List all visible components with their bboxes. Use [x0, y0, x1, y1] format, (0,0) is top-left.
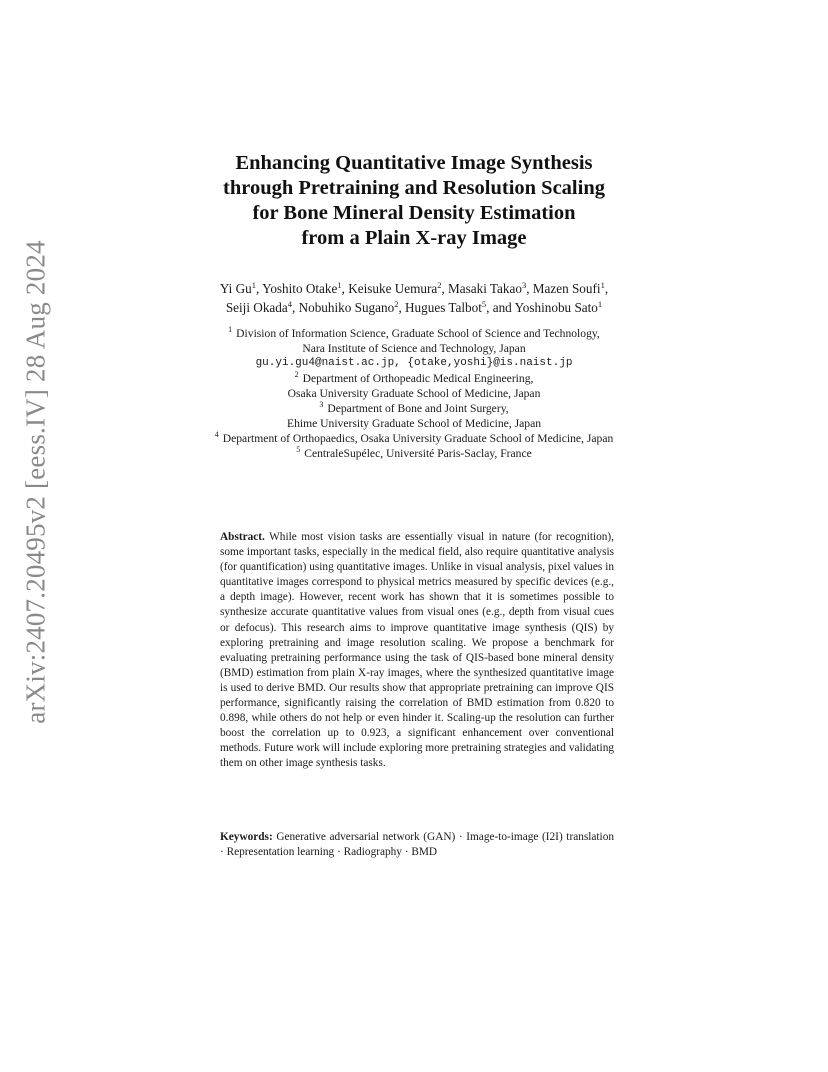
affiliation-number: 1	[228, 325, 233, 334]
affiliation-text: Department of Orthopaedics, Osaka University Graduate School of Medicine, Japan	[222, 432, 614, 445]
affiliation-line: Osaka University Graduate School of Medicine, Japan	[287, 387, 541, 400]
author-separator: ,	[256, 281, 263, 296]
author-name: Mazen Soufi	[532, 281, 601, 296]
title-line: for Bone Mineral Density Estimation	[252, 202, 576, 224]
author-affiliation-mark: 1	[600, 280, 605, 290]
title-line: from a Plain X-ray Image	[301, 227, 527, 249]
affiliation-line	[0, 401, 828, 416]
author-name: Masaki Takao	[448, 281, 522, 296]
affiliation-number: 3	[319, 400, 324, 409]
arxiv-identifier-stamp: arXiv:2407.20495v2 [eess.IV] 28 Aug 2024	[20, 240, 51, 724]
affiliation-text: CentraleSupélec, Université Paris-Saclay, France	[304, 447, 532, 460]
author-emails[interactable]: gu.yi.gu4@naist.ac.jp, {otake,yoshi}@is.naist.jp	[255, 357, 573, 369]
author-name: Yi Gu	[219, 281, 252, 296]
author-line	[0, 299, 828, 318]
author-separator: ,	[441, 281, 449, 296]
affiliation-line	[0, 371, 828, 386]
author-affiliation-mark: 1	[597, 298, 603, 309]
author-name: Seiji Okada	[225, 299, 288, 315]
affiliation-line: Nara Institute of Science and Technology, Japan	[302, 342, 526, 355]
author-separator: ,	[341, 281, 349, 296]
affiliation-number: 2	[294, 370, 299, 379]
author-affiliation-mark: 2	[394, 298, 399, 309]
author-name: Yoshinobu Sato	[514, 299, 598, 315]
title-line: Enhancing Quantitative Image Synthesis	[235, 152, 593, 174]
author-affiliation-mark: 4	[287, 298, 292, 309]
affiliation-line	[0, 446, 828, 461]
affiliation-list	[0, 326, 828, 461]
keywords-text: Generative adversarial network (GAN) · Image-to-image (I2I) translation · Representation learning · Radiography · BMD	[220, 831, 614, 859]
author-separator: ,	[398, 299, 406, 315]
affiliation-text: Division of Information Science, Graduate School of Science and Technology,	[236, 327, 600, 340]
keywords-block	[220, 830, 614, 860]
author-line	[0, 280, 828, 299]
author-affiliation-mark: 1	[337, 280, 342, 290]
abstract-heading: Abstract.	[220, 531, 265, 543]
author-affiliation-mark: 2	[437, 280, 442, 290]
author-separator: ,	[604, 281, 609, 296]
abstract-text: While most vision tasks are essentially visual in nature (for recognition), some important tasks, especially in the medical field, also require quantitative analysis (for quantification) using quantitative images. Unlike in visual analysis, pixel values in quantitative images correspond to physical metrics measured by specific devices (e.g., a depth image). However, recent work has shown that it is sometimes possible to synthesize accurate quantitative values from visual ones (e.g., depth from visual cues or defocus). This research aims to improve quantitative image synthesis (QIS) by exploring pretraining and image resolution scaling. We propose a benchmark for evaluating pretraining performance using the task of QIS-based bone mineral density (BMD) estimation from plain X-ray images, where the synthesized quantitative image is used to derive BMD. Our results show that appropriate pretraining can improve QIS performance, significantly raising the correlation of BMD estimation from 0.820 to 0.898, while others do not help or even hinder it. Scaling-up the resolution can further boost the correlation up to 0.923, a significant enhancement over conventional methods. Future work will include exploring more pretraining strategies and validating them on other image synthesis tasks.	[220, 531, 614, 770]
affiliation-number: 4	[214, 430, 219, 439]
paper-title	[0, 151, 828, 251]
author-name: Hugues Talbot	[405, 299, 482, 315]
title-line: through Pretraining and Resolution Scaling	[223, 177, 605, 199]
affiliation-text: Department of Bone and Joint Surgery,	[327, 402, 509, 415]
affiliation-line	[0, 326, 828, 341]
author-separator: ,	[526, 281, 533, 296]
affiliation-number: 5	[296, 445, 301, 454]
author-separator: ,	[291, 299, 299, 315]
affiliation-line	[0, 431, 828, 446]
author-affiliation-mark: 1	[251, 280, 257, 290]
author-list	[0, 280, 828, 317]
affiliation-text: Department of Orthopeadic Medical Engineering,	[302, 372, 534, 385]
author-name: Nobuhiko Sugano	[298, 299, 395, 315]
author-name: Yoshito Otake	[262, 281, 338, 296]
author-affiliation-mark: 5	[481, 298, 487, 309]
abstract-block	[220, 530, 614, 772]
author-name: Keisuke Uemura	[348, 281, 438, 296]
author-affiliation-mark: 3	[521, 280, 527, 290]
affiliation-line: Ehime University Graduate School of Medicine, Japan	[286, 417, 542, 430]
author-separator: , and	[486, 299, 515, 315]
keywords-heading: Keywords:	[220, 831, 273, 843]
